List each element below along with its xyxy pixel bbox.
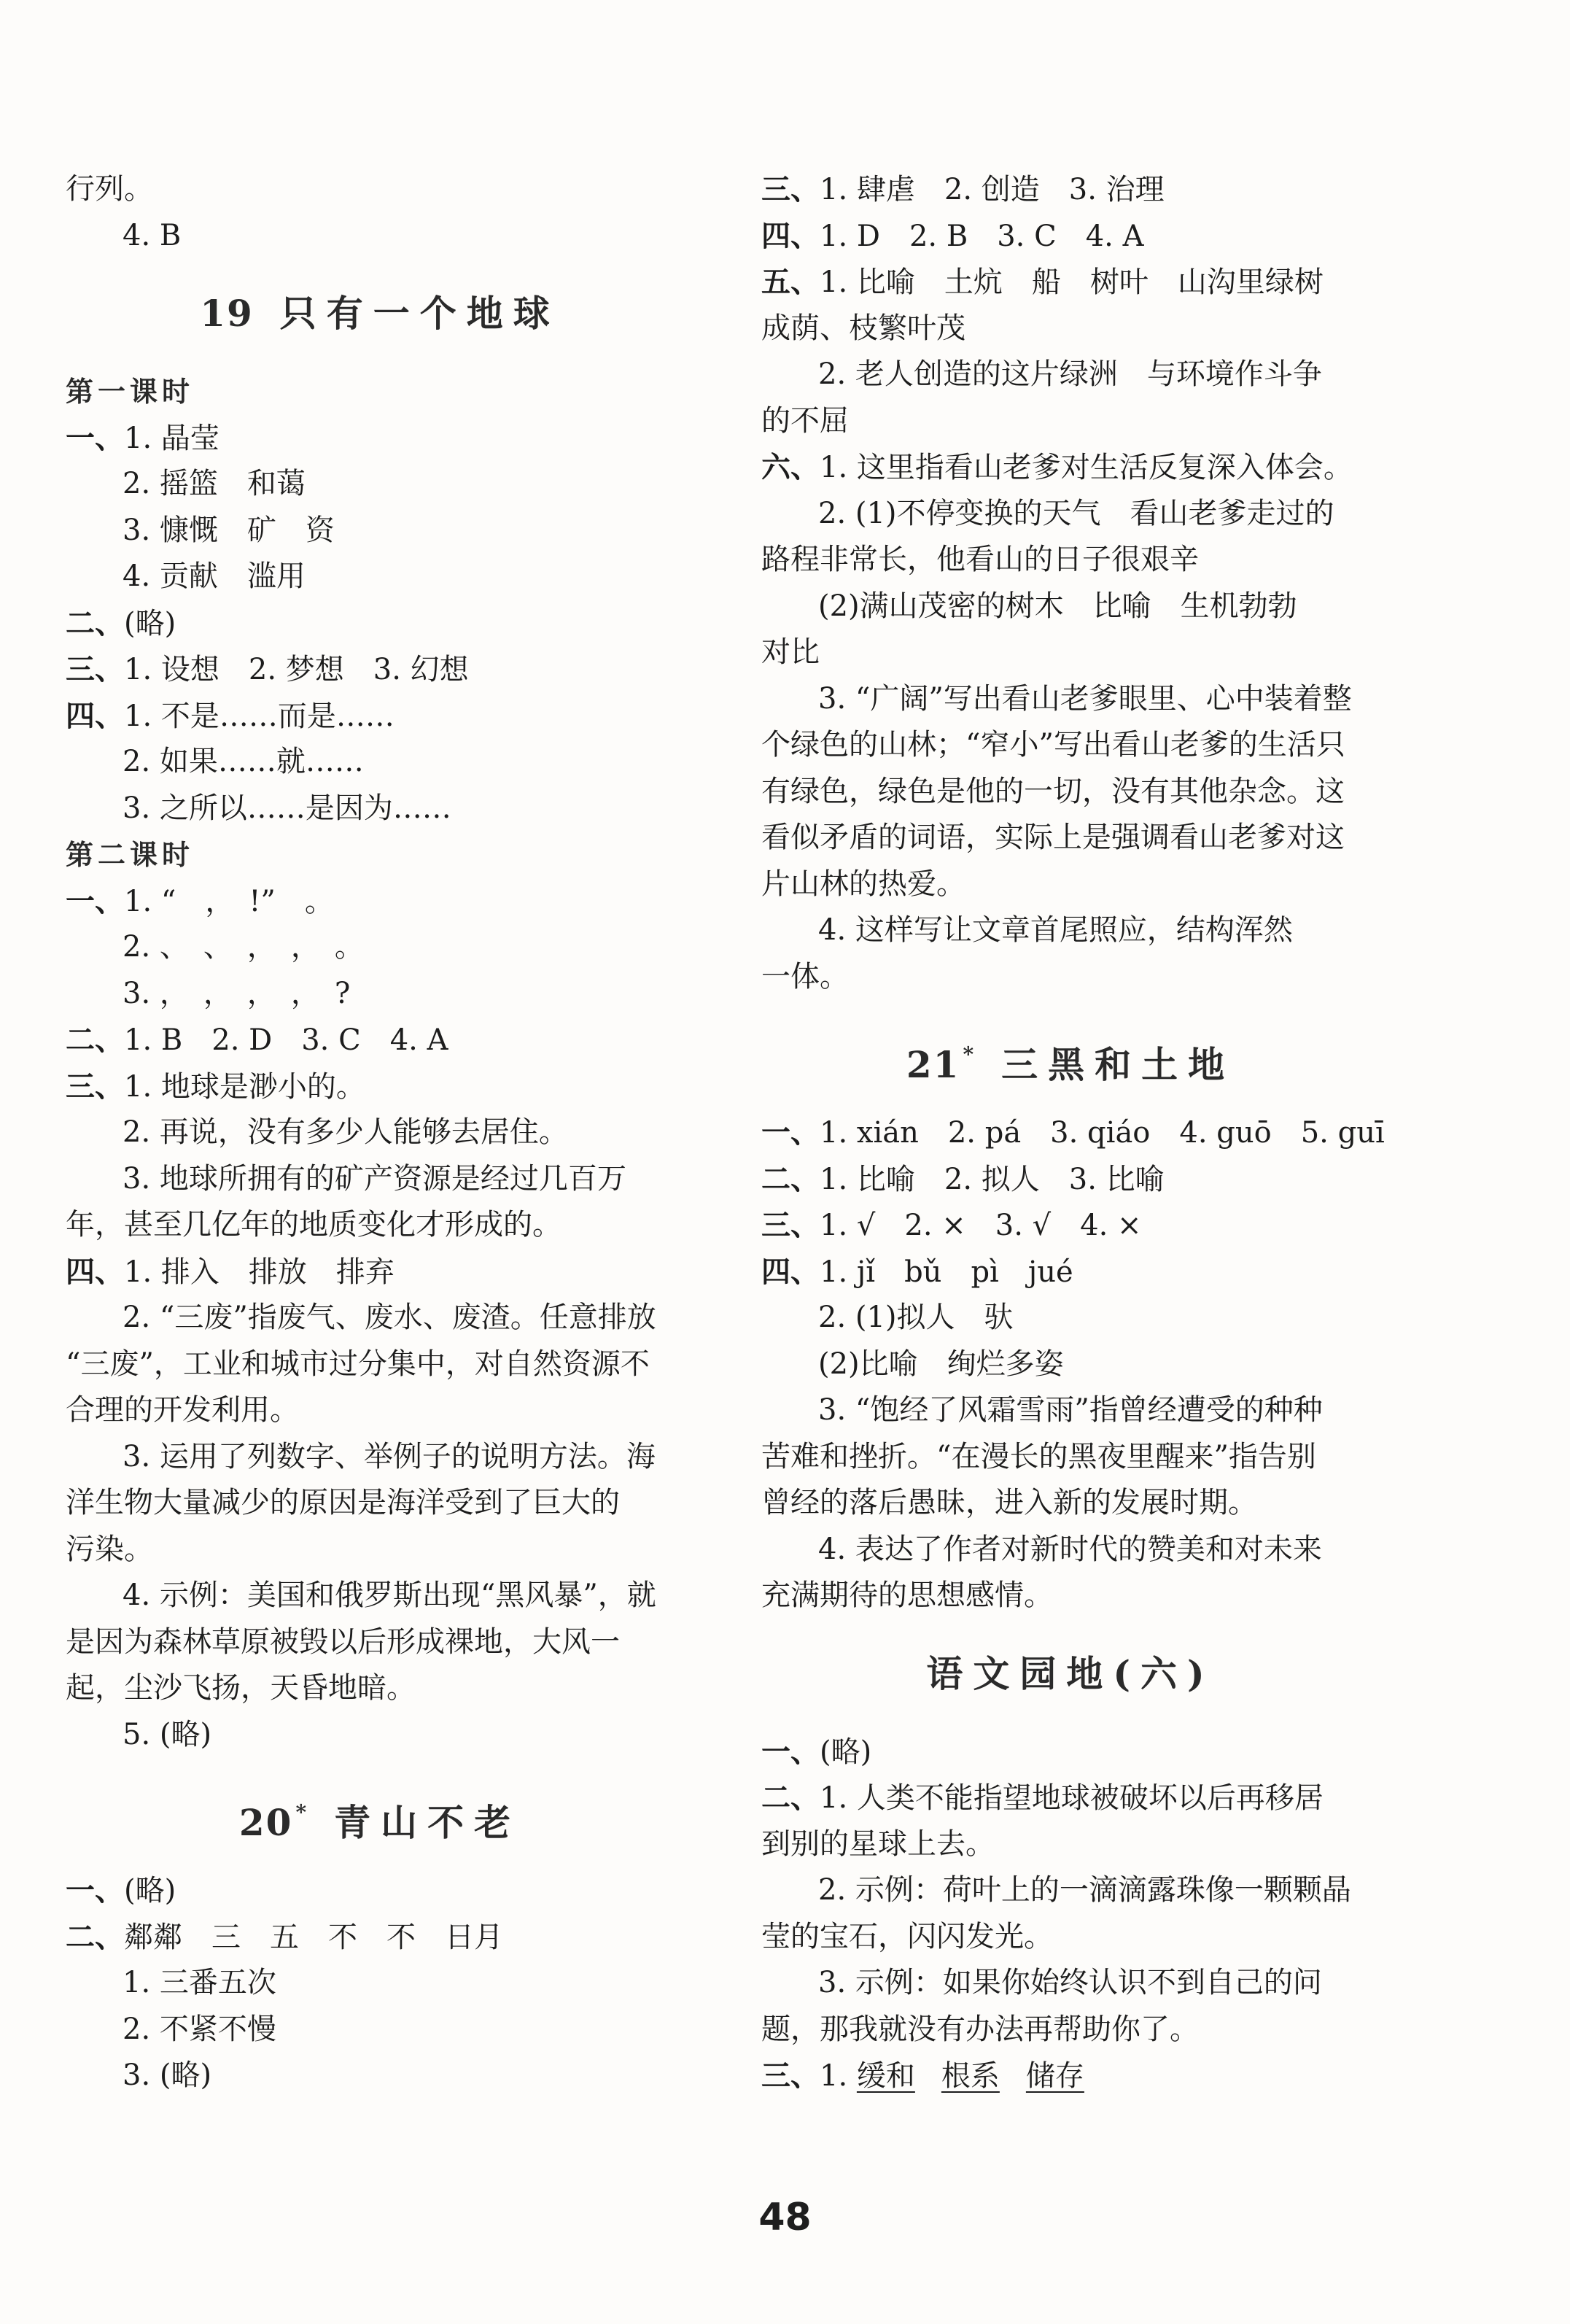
text-line: 片山林的热爱。	[761, 867, 965, 901]
text-line: 3. 慷慨 矿 资	[123, 513, 335, 547]
text-line: 5. (略)	[123, 1717, 212, 1751]
lesson-heading-19	[66, 259, 694, 368]
text-line: 3. ， ， ， ， ?	[123, 976, 351, 1010]
question-label: 二、	[761, 1781, 820, 1815]
question-label: 一、	[66, 883, 124, 918]
answer-line	[761, 166, 1380, 213]
text-line: 年，甚至几亿年的地质变化才形成的。	[66, 1208, 561, 1242]
text-line: “三废”，工业和城市过分集中，对自然资源不	[66, 1347, 650, 1381]
lesson-number	[239, 1801, 308, 1844]
answer-prefix: 1.	[820, 2059, 857, 2093]
lesson-number-text: 21	[906, 1043, 960, 1086]
answer-line	[761, 259, 1380, 306]
section-subheading: 第二课时	[66, 838, 195, 871]
text-line: 3. “广阔”写出看山老爹眼里、心中装着整	[818, 681, 1352, 716]
answer-text: 1. jǐ bǔ pì jué	[820, 1255, 1073, 1289]
text-line: 有绿色，绿色是他的一切，没有其他杂念。这	[761, 774, 1345, 808]
answer-text: 1. 人类不能指望地球被破坏以后再移居	[820, 1781, 1324, 1815]
lesson-number	[906, 1043, 975, 1086]
text-line: 合理的开发利用。	[66, 1393, 299, 1427]
text-line: 2. 如果……就……	[123, 745, 364, 778]
question-label: 三、	[66, 1069, 124, 1104]
text-line: 题，那我就没有办法再帮助你了。	[761, 2012, 1199, 2046]
text-line: 看似矛盾的词语，实际上是强调看山老爹对这	[761, 821, 1345, 854]
text-line: 3. 示例：如果你始终认识不到自己的问	[818, 1966, 1322, 1999]
text-line: 2. “三废”指废气、废水、废渣。任意排放	[123, 1301, 656, 1334]
text-line: 2. 再说，没有多少人能够去居住。	[123, 1115, 568, 1149]
text-line: 莹的宝石，闪闪发光。	[761, 1919, 1053, 1953]
lesson-number-text: 20	[238, 1801, 293, 1844]
text-line: 的不屈	[761, 403, 849, 438]
text-line: (2)比喻 绚烂多姿	[818, 1347, 1064, 1381]
question-label: 一、	[761, 1115, 820, 1150]
text-line: 是因为森林草原被毁以后形成裸地，大风一	[66, 1624, 620, 1659]
answer-text: (略)	[820, 1735, 872, 1769]
text-line: 成荫、枝繁叶茂	[761, 311, 965, 345]
text-line: 充满期待的思想感情。	[761, 1579, 1053, 1612]
answer-line	[761, 1202, 1380, 1249]
text-line: 到别的星球上去。	[761, 1827, 995, 1861]
question-label: 三、	[761, 2058, 820, 2093]
answer-line	[66, 415, 694, 462]
answer-line	[761, 1156, 1380, 1203]
question-label: 二、	[66, 1023, 124, 1057]
text-line: 2. (1)不停变换的天气 看山老爹走过的	[818, 496, 1334, 530]
answer-line	[761, 1249, 1380, 1295]
question-label: 一、	[761, 1734, 820, 1769]
question-label: 三、	[66, 652, 124, 686]
text-line: 1. 三番五次	[123, 1966, 276, 1999]
answer-line	[761, 213, 1380, 260]
question-label: 四、	[66, 1254, 124, 1289]
question-label: 一、	[66, 1873, 124, 1907]
answer-text: (略)	[124, 606, 176, 640]
question-label: 三、	[761, 172, 820, 206]
text-line: 3. 之所以……是因为……	[123, 791, 451, 825]
question-label: 二、	[66, 605, 124, 640]
answer-text: 1. xián 2. pá 3. qiáo 4. guō 5. guī	[820, 1116, 1385, 1150]
question-label: 三、	[761, 1208, 820, 1242]
text-line: 污染。	[66, 1532, 153, 1566]
answer-text: 1. 不是……而是……	[124, 699, 395, 733]
text-line: 2. 不紧不慢	[123, 2012, 276, 2046]
underlined-word: 缓和	[856, 2059, 915, 2093]
unit-garden-heading: 语文园地(六)	[926, 1651, 1215, 1695]
text-line: 2. (1)拟人 驮	[818, 1301, 1014, 1334]
answer-line	[761, 2053, 1380, 2099]
question-label: 二、	[66, 1919, 124, 1954]
answer-line	[761, 1775, 1380, 1821]
answer-line	[66, 1017, 694, 1064]
answer-line	[66, 1867, 694, 1914]
answer-text: 1. 晶莹	[124, 421, 219, 455]
text-line: 苦难和挫折。“在漫长的黑夜里醒来”指告别	[761, 1439, 1316, 1473]
answer-line	[66, 646, 694, 693]
optional-lesson-star: *	[295, 1800, 308, 1824]
text-line: 3. 地球所拥有的矿产资源是经过几百万	[123, 1161, 626, 1196]
question-label: 四、	[66, 698, 124, 733]
text-line: 洋生物大量减少的原因是海洋受到了巨大的	[66, 1486, 620, 1519]
answer-line	[66, 1064, 694, 1110]
question-label: 一、	[66, 420, 124, 455]
underlined-word: 根系	[941, 2059, 1000, 2093]
text-line: 3. “饱经了风霜雪雨”指曾经遭受的种种	[818, 1393, 1323, 1427]
lesson-title: 只有一个地球	[279, 292, 560, 335]
question-label: 五、	[761, 265, 820, 299]
text-line: 一体。	[761, 959, 849, 993]
text-line: 2. 老人创造的这片绿洲 与环境作斗争	[818, 357, 1322, 391]
text-line: 2. 、 、 ， ， 。	[123, 930, 364, 964]
text-line: 个绿色的山林；“窄小”写出看山老爹的生活只	[761, 728, 1345, 762]
text-line: 路程非常长，他看山的日子很艰辛	[761, 543, 1199, 576]
right-column	[761, 166, 1385, 2099]
optional-lesson-star: *	[963, 1042, 976, 1066]
answer-text: 1. 设想 2. 梦想 3. 幻想	[124, 653, 469, 686]
text-line: 4. 这样写让文章首尾照应，结构浑然	[818, 913, 1293, 947]
section-subheading: 第一课时	[66, 375, 195, 408]
lesson-heading-20	[66, 1758, 694, 1867]
lesson-number: 19	[200, 292, 254, 335]
text-line: 4. 示例：美国和俄罗斯出现“黑风暴”，就	[123, 1579, 656, 1612]
answer-text: 1. 肆虐 2. 创造 3. 治理	[820, 173, 1165, 206]
question-label: 二、	[761, 1161, 820, 1196]
answer-text: 1. 比喻 2. 拟人 3. 比喻	[820, 1162, 1165, 1196]
text-line: 起，尘沙飞扬，天昏地暗。	[66, 1671, 416, 1705]
question-label: 四、	[761, 218, 820, 253]
answer-text: 1. 比喻 土炕 船 树叶 山沟里绿树	[820, 266, 1324, 299]
text-line: 4. 表达了作者对新时代的赞美和对未来	[818, 1532, 1322, 1566]
answer-text: 1. B 2. D 3. C 4. A	[124, 1023, 448, 1057]
question-label: 六、	[761, 450, 820, 484]
answer-line	[66, 878, 694, 925]
answer-text: (略)	[124, 1874, 176, 1907]
text-line: 2. 摇篮 和蔼	[123, 467, 306, 500]
answer-line	[761, 1729, 1380, 1775]
answer-line	[66, 693, 694, 740]
answer-text: 1. 这里指看山老爹对生活反复深入体会。	[820, 451, 1353, 484]
answer-text: 鄰鄰 三 五 不 不 日月	[124, 1920, 503, 1954]
answer-line	[66, 1249, 694, 1295]
left-column	[66, 166, 694, 2099]
underlined-word: 储存	[1025, 2059, 1084, 2093]
answer-text: 1. √ 2. × 3. √ 4. ×	[820, 1209, 1142, 1242]
lesson-title: 三黑和土地	[1001, 1043, 1235, 1086]
text-line: 4. B	[123, 218, 182, 252]
text-line: (2)满山茂密的树木 比喻 生机勃勃	[818, 589, 1297, 623]
answer-line	[66, 600, 694, 647]
answer-line	[66, 1914, 694, 1961]
text-line: 曾经的落后愚昧，进入新的发展时期。	[761, 1486, 1257, 1519]
text-line: 对比	[761, 635, 820, 669]
page-number: 48	[758, 2196, 812, 2239]
text-line: 4. 贡献 滥用	[123, 559, 306, 593]
text-line: 2. 示例：荷叶上的一滴滴露珠像一颗颗晶	[818, 1873, 1351, 1907]
lesson-heading-21	[761, 1000, 1380, 1109]
answer-line	[761, 444, 1380, 491]
question-label: 四、	[761, 1254, 820, 1289]
text-line: 3. 运用了列数字、举例子的说明方法。海	[123, 1439, 656, 1473]
text-line: 3. (略)	[123, 2058, 212, 2092]
answer-line	[761, 1109, 1385, 1156]
answer-text: 1. 排入 排放 排弃	[124, 1255, 395, 1289]
answer-text: 1. 地球是渺小的。	[124, 1069, 365, 1104]
answer-text: 1. D 2. B 3. C 4. A	[820, 219, 1144, 253]
lesson-title: 青山不老	[334, 1801, 521, 1844]
answer-text: 1. “ ， !” 。	[124, 884, 334, 918]
text-line: 行列。	[66, 172, 153, 206]
